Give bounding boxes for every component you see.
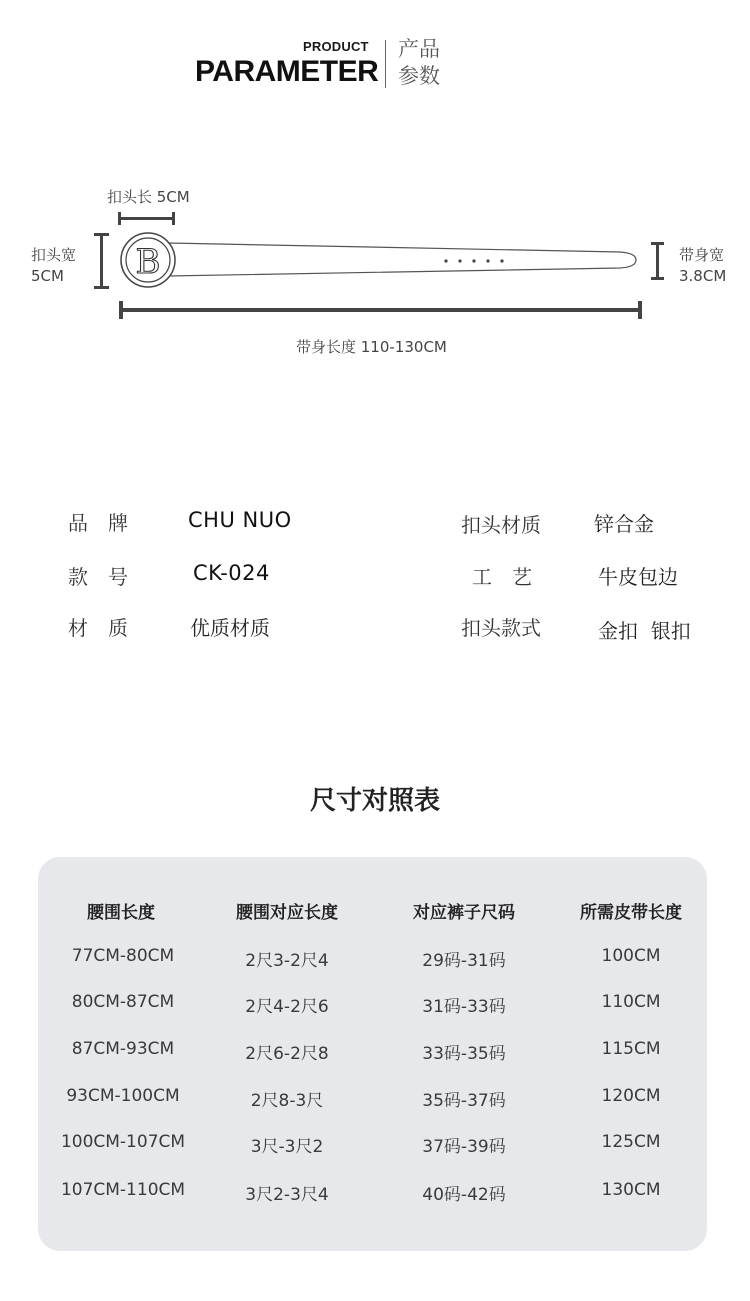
size-chart-header-waist: 腰围长度 [87,903,155,923]
cell-waist: 100CM-107CM [60,1132,186,1152]
spec-brand-key: 品 牌 [68,511,128,535]
spec-craft-value: 牛皮包边 [598,565,678,589]
header-parameter-text: PARAMETER [195,55,379,88]
cell-waist: 77CM-80CM [71,946,175,966]
header-cn-line1: 产品 [398,37,440,61]
header-cn-line2: 参数 [398,64,440,88]
cell-chi: 2尺6-2尺8 [245,1044,329,1064]
cell-waist: 87CM-93CM [71,1039,175,1059]
cell-pants: 29码-31码 [422,951,506,971]
spec-model-key: 款 号 [68,565,128,589]
spec-material-value: 优质材质 [190,616,270,640]
belt-hole [444,259,447,262]
strap-width-label-1: 带身宽 [679,246,725,264]
belt-outline [0,0,750,330]
cell-belt: 120CM [601,1086,661,1106]
size-chart-header-waist-chi: 腰围对应长度 [236,903,338,923]
cell-pants: 37码-39码 [422,1137,506,1157]
spec-buckle-style-key: 扣头款式 [461,616,541,640]
cell-waist: 107CM-110CM [60,1180,186,1200]
strap-length-cap-right [638,301,642,319]
cell-belt: 125CM [601,1132,661,1152]
cell-pants: 35码-37码 [422,1091,506,1111]
strap-length-cap-left [119,301,123,319]
belt-hole [458,259,461,262]
spec-buckle-material-key: 扣头材质 [461,513,541,537]
size-chart-header-belt-length: 所需皮带长度 [580,903,682,923]
spec-model-value: CK-024 [193,561,270,585]
spec-craft-key: 工 艺 [472,565,532,589]
cell-chi: 3尺2-3尺4 [245,1185,329,1205]
cell-belt: 100CM [601,946,661,966]
cell-chi: 2尺8-3尺 [250,1091,324,1111]
cell-belt: 115CM [601,1039,661,1059]
size-chart-header-pants-size: 对应裤子尺码 [413,903,515,923]
belt-strap [168,243,636,276]
belt-hole [500,259,503,262]
spec-buckle-material-value: 锌合金 [594,512,654,536]
cell-belt: 110CM [601,992,661,1012]
cell-pants: 33码-35码 [422,1044,506,1064]
strap-width-bar [656,243,659,279]
cell-chi: 3尺-3尺2 [250,1137,324,1157]
cell-waist: 80CM-87CM [71,992,175,1012]
size-chart-title: 尺寸对照表 [309,786,440,816]
cell-chi: 2尺4-2尺6 [245,997,329,1017]
buckle-width-label-2: 5CM [31,267,64,285]
cell-pants: 40码-42码 [422,1185,506,1205]
buckle-width-label-1: 扣头宽 [31,246,77,264]
cell-waist: 93CM-100CM [66,1086,180,1106]
strap-width-label-2: 3.8CM [679,267,727,285]
cell-pants: 31码-33码 [422,997,506,1017]
belt-hole [486,259,489,262]
spec-material-key: 材 质 [68,616,128,640]
strap-width-cap-top [651,242,664,245]
cell-belt: 130CM [601,1180,661,1200]
spec-brand-value: CHU NUO [188,508,292,532]
strap-length-label: 带身长度 110-130CM [296,338,447,356]
header-product-text: PRODUCT [303,39,369,54]
strap-width-cap-bottom [651,277,664,280]
cell-chi: 2尺3-2尺4 [245,951,329,971]
spec-buckle-style-value: 金扣 银扣 [598,619,691,643]
belt-hole [472,259,475,262]
buckle-length-label: 扣头长 5CM [107,188,190,206]
buckle-logo-letter: B [135,242,161,282]
strap-length-bar [120,308,641,312]
